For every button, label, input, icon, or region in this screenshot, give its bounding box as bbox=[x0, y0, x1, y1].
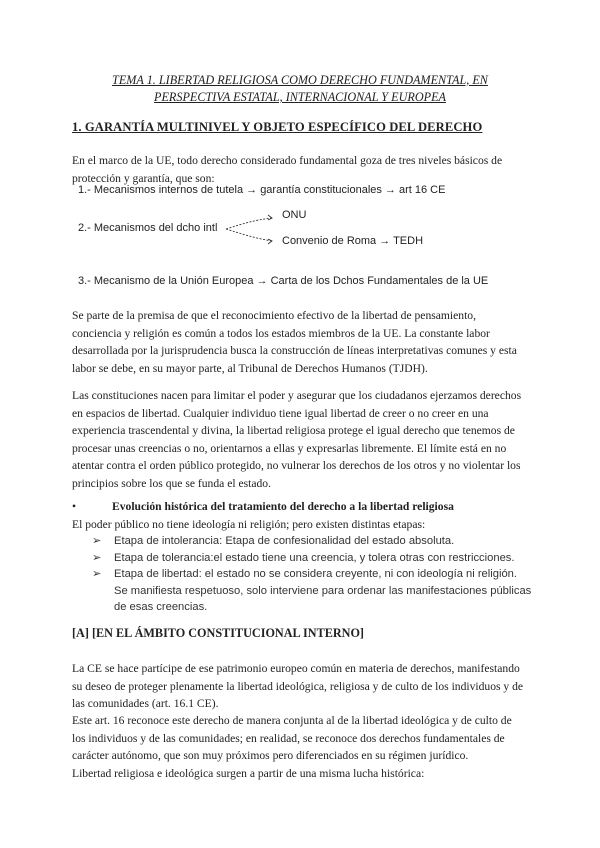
arrow-bullet-icon: ➢ bbox=[92, 535, 102, 547]
title-line-1: TEMA 1. LIBERTAD RELIGIOSA COMO DERECHO FUNDAMENTAL, EN bbox=[112, 73, 488, 87]
bullet-intro: El poder público no tiene ideología ni religión; pero existen distintas etapas: bbox=[72, 518, 426, 531]
intro-paragraph: En el marco de la UE, todo derecho considerado fundamental goza de tres niveles básicos de protección y garantía, que son: bbox=[72, 154, 503, 185]
paragraph-constitutions: Las constituciones nacen para limitar el poder y asegurar que los ciudadanos ejerzamos derechos en espacios de libertad. Cualquier individuo tiene igual libertad de creer o no creer en una experiencia trascendental y divina, la libertad religiosa protege el igual derecho que tenemos de procesar unas creencias o no, orientarnos a ellas y expresarlas libremente. El límite está en no atentar contra el orden público protegido, no vulnerar los derechos de los otros y no violentar los principios sobre los que se funda el estado. bbox=[72, 389, 522, 490]
list-item bbox=[92, 566, 532, 616]
section-1-heading bbox=[72, 120, 482, 135]
paragraph-premise: Se parte de la premisa de que el reconocimiento efectivo de la libertad de pensamiento, conciencia y religión es común a todos los estados miembros de la UE. La constante labor desarrollada por la jurisprudencia busca la construcción de líneas interpretativas comunes y esta labor se debe, en su mayor parte, al Tribunal de Derechos Humanos (TJDH). bbox=[72, 309, 517, 375]
scheme-branch-roma: Convenio de Roma → TEDH bbox=[282, 235, 424, 247]
scheme-item-1: 1.- Mecanismos internos de tutela → garantía constitucionales → art 16 CE bbox=[78, 184, 446, 196]
stage-text: Etapa de intolerancia: Etapa de confesionalidad del estado absoluta. bbox=[114, 535, 455, 547]
scheme-item-3: 3.- Mecanismo de la Unión Europea → Carta de los Dchos Fundamentales de la UE bbox=[78, 275, 489, 287]
scheme-branch-onu: ONU bbox=[282, 209, 307, 221]
arrow-bullet-icon: ➢ bbox=[92, 568, 102, 580]
title-line-2: PERSPECTIVA ESTATAL, INTERNACIONAL Y EUROPEA bbox=[154, 90, 446, 104]
bullet-heading-text: Evolución histórica del tratamiento del derecho a la libertad religiosa bbox=[112, 500, 454, 513]
list-item bbox=[92, 550, 532, 567]
paragraph-ce: La CE se hace partícipe de ese patrimonio europeo común en materia de derechos, manifestando su deseo de proteger plenamente la libertad ideológica, religiosa y de culto de los individuos y de las comunidades (art. 16.1 CE). bbox=[72, 662, 524, 710]
bullet-dot: • bbox=[72, 500, 77, 513]
scheme-branch-arrows bbox=[224, 214, 280, 250]
list-item bbox=[92, 533, 532, 550]
section-1-heading-text: 1. GARANTÍA MULTINIVEL Y OBJETO ESPECÍFICO DEL DERECHO bbox=[72, 120, 483, 134]
bullet-heading bbox=[72, 500, 454, 513]
arrow-bullet-icon: ➢ bbox=[92, 551, 102, 564]
stages-list bbox=[92, 533, 532, 616]
paragraph-art16: Este art. 16 reconoce este derecho de manera conjunta al de la libertad ideológica y de culto de los individuos y de las comunidades; en realidad, se reconoce dos derechos fundamentales de carácter autónomo, que son muy próximos pero diferenciados en su régimen jurídico. bbox=[72, 714, 512, 762]
stage-text: Etapa de tolerancia:el estado tiene una creencia, y tolera otras con restricciones. bbox=[114, 551, 515, 564]
section-a-heading: [A] [EN EL ÁMBITO CONSTITUCIONAL INTERNO] bbox=[72, 626, 364, 640]
document-title bbox=[60, 72, 540, 106]
scheme-item-2: 2.- Mecanismos del dcho intl bbox=[78, 222, 218, 234]
paragraph-historic: Libertad religiosa e ideológica surgen a partir de una misma lucha histórica: bbox=[72, 767, 425, 780]
stage-text: Etapa de libertad: el estado no se considera creyente, ni con ideología ni religión. Se manifiesta respetuoso, solo interviene para ordenar las manifestaciones públicas de esas creencias. bbox=[114, 568, 532, 613]
